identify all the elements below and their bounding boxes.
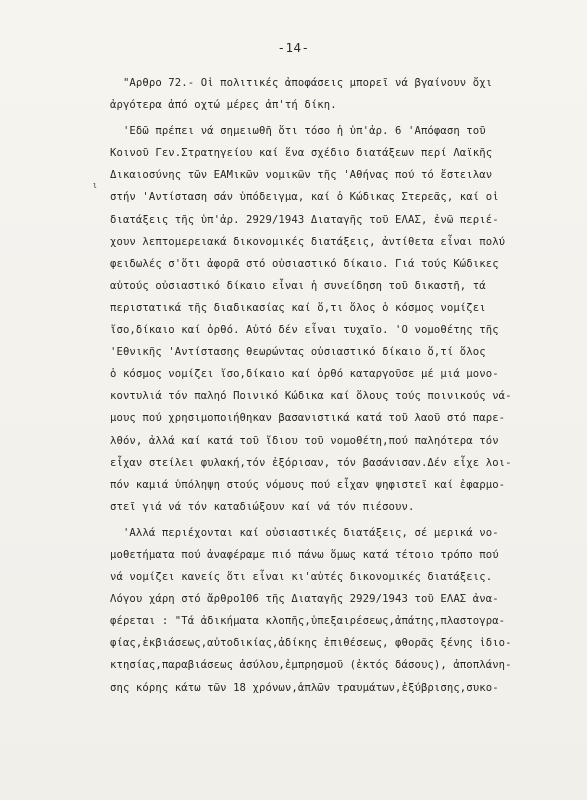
text-line: Λόγου χάρη στό ἄρθρο106 τῆς Διαταγῆς 2929/1943 τοῦ ΕΛΑΣ ἀνα- <box>110 593 499 606</box>
paragraph-1 <box>110 72 570 116</box>
text-line: πόν καμιά ὑπόληψη στούς νόμους πού εἶχαν ψηφιστεῖ καί ἐφαρμο- <box>110 478 506 491</box>
text-line: ἀργότερα ἀπό οχτώ μέρες ἀπ'τή δίκη. <box>110 99 337 112</box>
text-line: "Αρθρο 72.- Οἱ πολιτικές ἀποφάσεις μπορεῖ νά βγαίνουν ὄχι <box>110 77 493 89</box>
text-line: χουν λεπτομερειακά δικονομικές διατάξεις, ἀντίθετα εἶναι πολύ <box>110 235 506 248</box>
text-line: φέρεται : "Τά ἀδικήματα κλοπῆς,ὑπεξαιρέσεως,ἀπάτης,πλαστογρα- <box>110 615 506 628</box>
text-line: 'Εθνικῆς 'Αντίστασης θεωρώντας οὐσιαστικό δίκαιο ὅ,τί ὅλος <box>110 346 486 359</box>
text-line: νά νομίζει κανείς ὅτι εἶναι κι'αὐτές δικονομικές διατάξεις. <box>110 571 493 584</box>
text-line: κτησίας,παραβιάσεως ἀσύλου,ἐμπρησμοῦ (ἐκτός δάσους), ἀποπλάνη- <box>110 659 512 672</box>
paragraph-2 <box>110 120 570 518</box>
page-number: -14- <box>277 40 310 55</box>
text-line: Κοινοῦ Γεν.Στρατηγείου καί ἕνα σχέδιο διατάξεων περί Λαϊκῆς <box>110 147 493 160</box>
text-line: αὐτούς οὐσιαστικό δίκαιο εἶναι ἡ συνείδηση τοῦ δικαστῆ, τά <box>110 279 486 292</box>
text-line: ἴσο,δίκαιο καί ὀρθό. Αὐτό δέν εἶναι τυχαῖο. 'Ο νομοθέτης τῆς <box>110 324 499 337</box>
text-line: Δικαιοσύνης τῶν ΕΑΜικῶν νομικῶν τῆς 'Αθήνας πού τό ἔστειλαν <box>110 169 493 182</box>
text-line: εἶχαν στείλει φυλακή,τόν ἐξόρισαν, τόν βασάνισαν.Δέν εἶχε λοι- <box>110 456 512 469</box>
text-line: περιστατικά τῆς διαδικασίας καί ὅ,τι ὅλος ὁ κόσμος νομίζει <box>110 301 486 314</box>
body-text <box>110 72 570 699</box>
text-line: στεῖ γιά νά τόν καταδιώξουν καί νά τόν πιέσουν. <box>110 500 415 513</box>
text-line: 'Αλλά περιέχονται καί οὐσιαστικές διατάξεις, σέ μερικά νο- <box>110 526 499 539</box>
text-line: φίας,ἐκβιάσεως,αὐτοδικίας,ἀδίκης ἐπιθέσεως, φθορᾶς ξένης ἰδιο- <box>110 637 512 650</box>
text-line: ὁ κόσμος νομίζει ἴσο,δίκαιο καί ὀρθό καταργοῦσε μέ μιά μονο- <box>110 368 499 381</box>
text-line: κοντυλιά τόν παληό Ποινικό Κώδικα καί ὅλους τούς ποινικούς νά- <box>110 390 512 403</box>
text-line: σης κόρης κάτω τῶν 18 χρόνων,ἁπλῶν τραυμάτων,ἐξύβρισης,συκο- <box>110 681 499 694</box>
text-line: μους πού χρησιμοποιήθηκαν βασανιστικά κατά τοῦ λαοῦ στό παρε- <box>110 412 506 425</box>
paragraph-3 <box>110 522 570 699</box>
text-line: φειδωλές σ'ὅτι ἀφορᾶ στό οὐσιαστικό δίκαιο. Γιά τούς Κώδικες <box>110 257 499 270</box>
text-line: στήν 'Αντίσταση σάν ὑπόδειγμα, καί ὁ Κώδικας Στερεᾶς, καί οἱ <box>110 191 499 204</box>
text-line: λθόν, ἀλλά καί κατά τοῦ ἴδιου τοῦ νομοθέτη,πού παληότερα τόν <box>110 434 499 447</box>
text-line: διατάξεις τῆς ὑπ'ἀρ. 2929/1943 Διαταγῆς τοῦ ΕΛΑΣ, ἐνῶ περιέ- <box>110 213 499 226</box>
text-line: μοθετήματα πού ἀναφέραμε πιό πάνω ὅμως κατά τέτοιο τρόπο πού <box>110 548 499 561</box>
margin-mark: ι <box>92 181 98 191</box>
text-line: 'Εδῶ πρέπει νά σημειωθῆ ὅτι τόσο ἡ ὑπ'ἀρ. 6 'Απόφαση τοῦ <box>110 125 486 138</box>
